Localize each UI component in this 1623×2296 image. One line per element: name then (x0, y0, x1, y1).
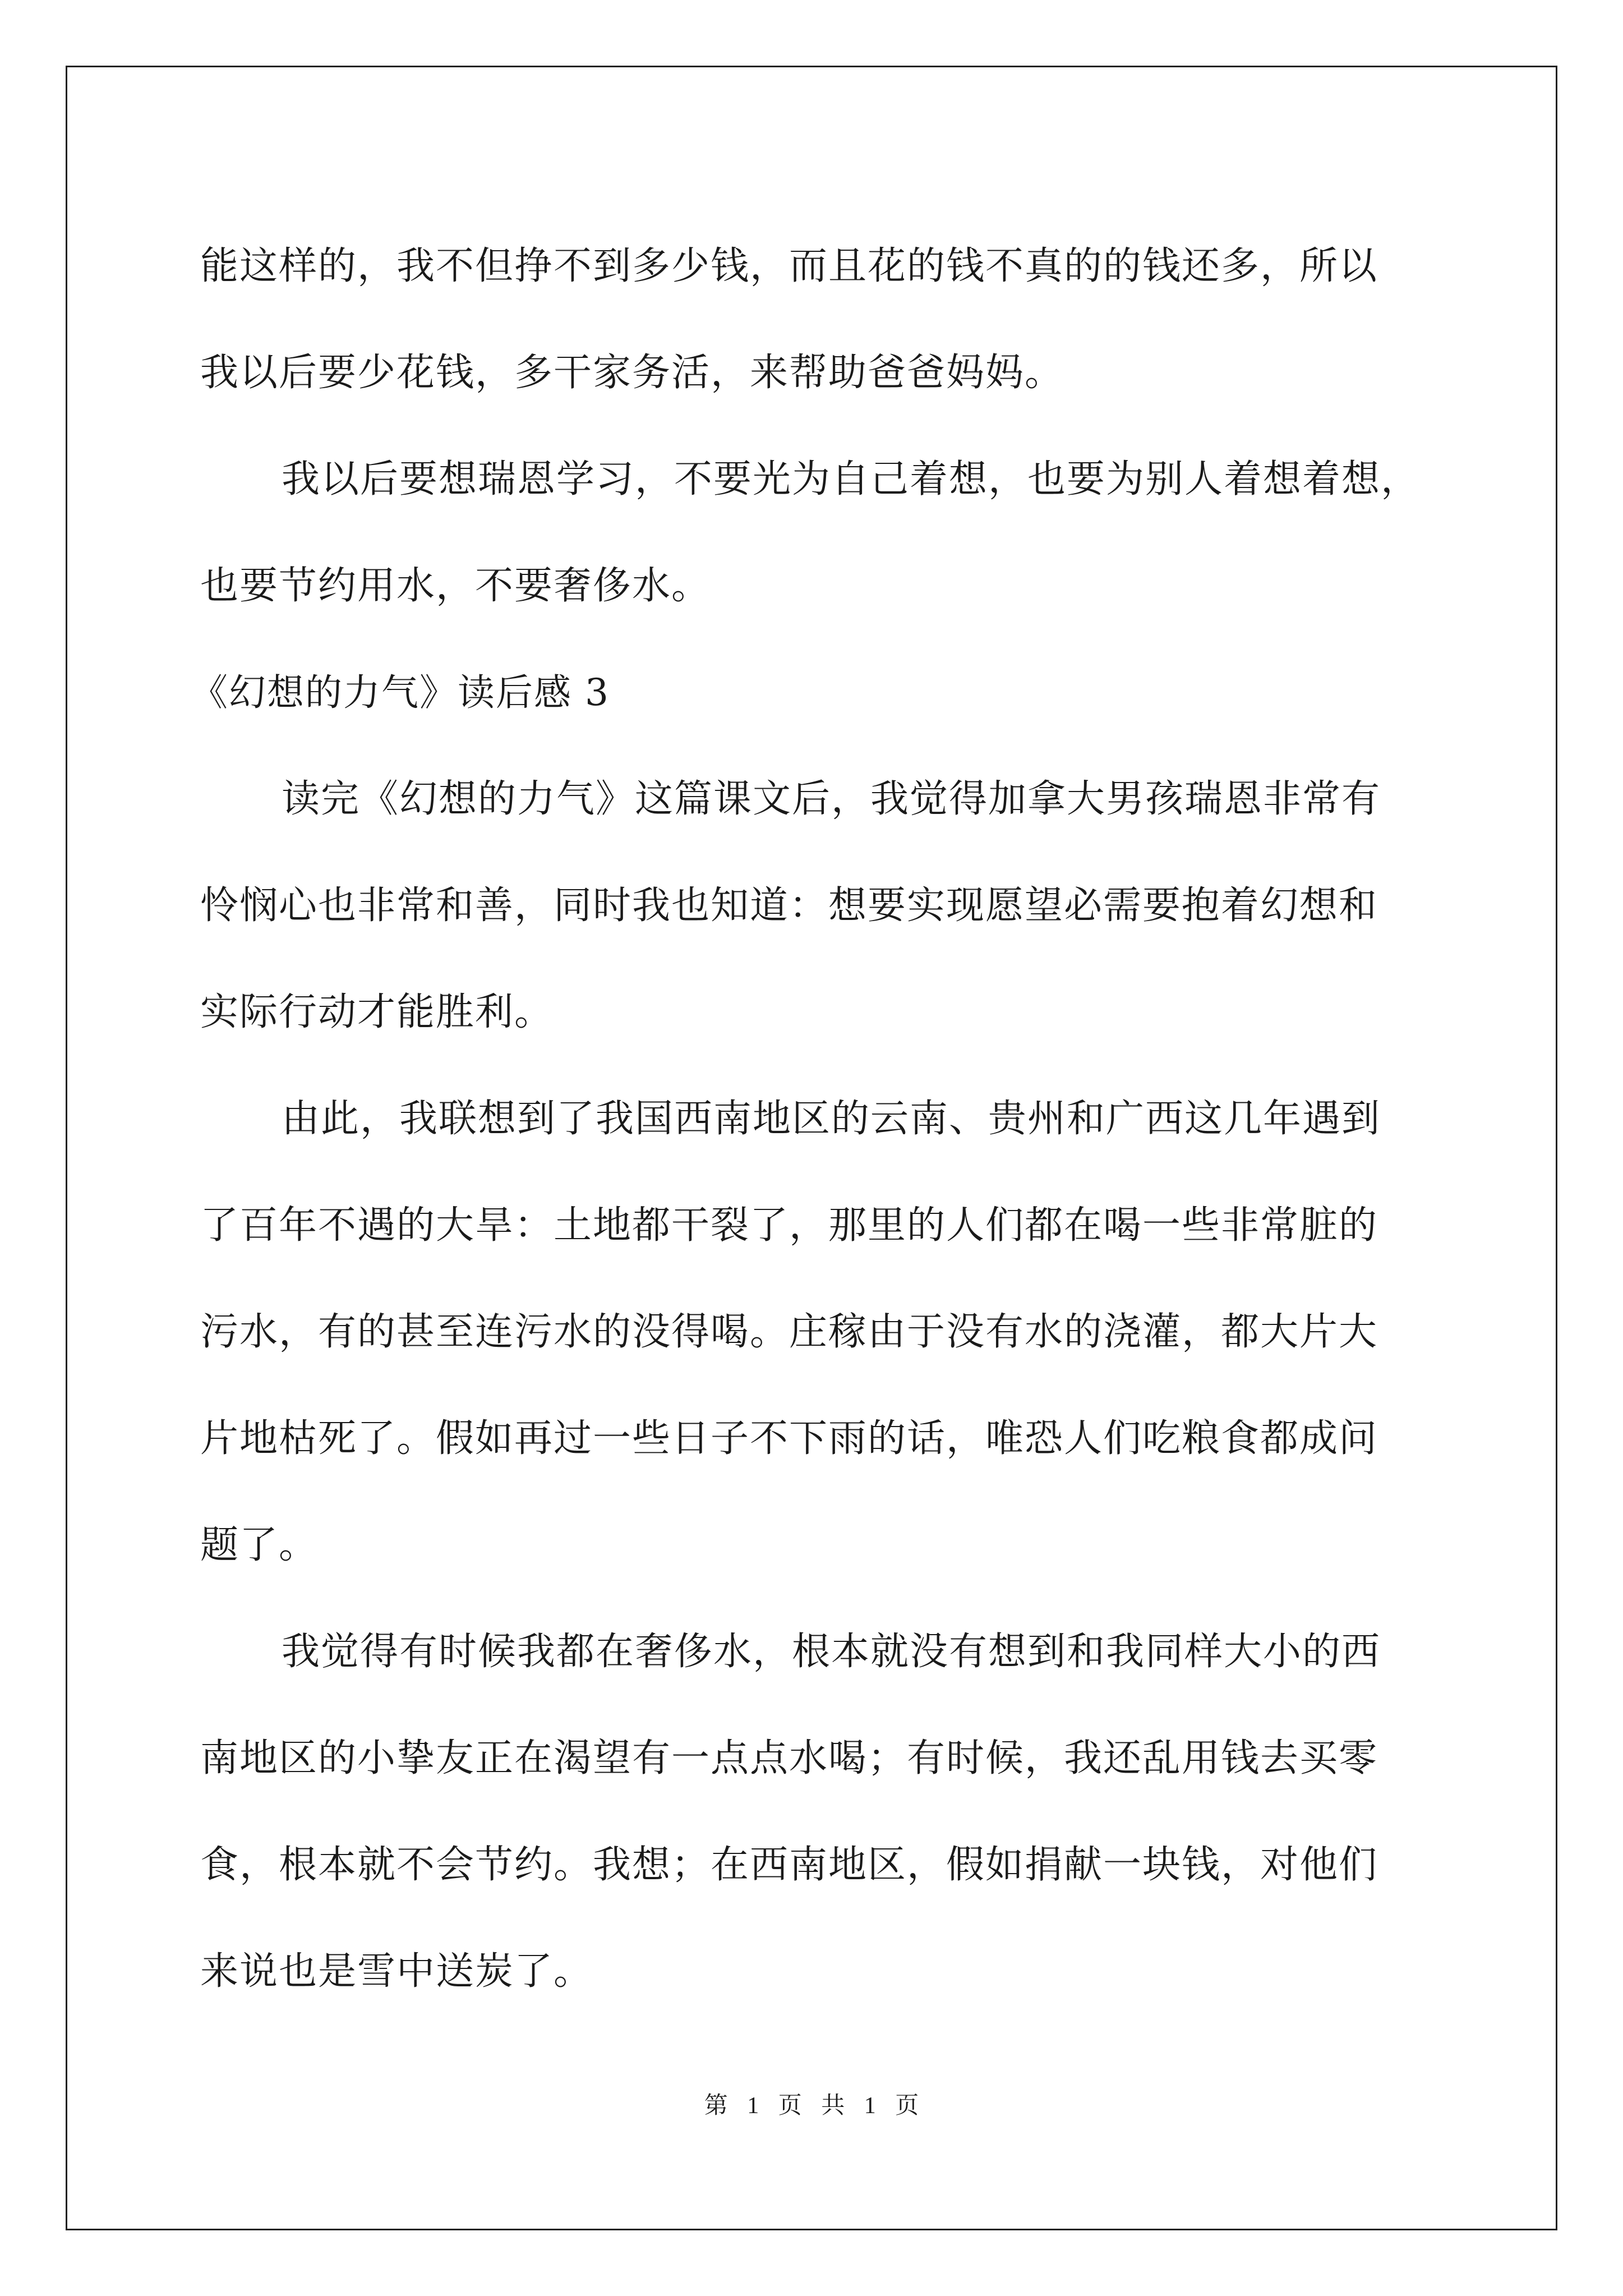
body-line: 也要节约用水，不要奢侈水。 (200, 564, 711, 608)
body-line: 了百年不遇的大旱：土地都干裂了，那里的人们都在喝一些非常脏的 (200, 1203, 1378, 1248)
page-footer (0, 2087, 1623, 2120)
body-line: 我觉得有时候我都在奢侈水，根本就没有想到和我同样大小的西 (282, 1630, 1381, 1674)
body-line: 题了。 (200, 1523, 319, 1567)
body-line: 能这样的，我不但挣不到多少钱，而且花的钱不真的的钱还多，所以 (200, 244, 1378, 288)
page-total: 共 1 页 (821, 2093, 919, 2119)
body-line: 南地区的小挚友正在渴望有一点点水喝；有时候，我还乱用钱去买零 (200, 1736, 1378, 1780)
document-body (191, 213, 1445, 2025)
body-line: 怜悯心也非常和善，同时我也知道：想要实现愿望必需要抱着幻想和 (200, 884, 1378, 928)
body-line: 我以后要少花钱，多干家务活，来帮助爸爸妈妈。 (200, 351, 1064, 395)
section-heading: 《幻想的力气》读后感 3 (191, 671, 610, 714)
page-number: 第 1 页 (704, 2093, 802, 2119)
body-line: 片地枯死了。假如再过一些日子不下雨的话，唯恐人们吃粮食都成问 (200, 1416, 1378, 1461)
body-line: 我以后要想瑞恩学习，不要光为自己着想，也要为别人着想着想， (282, 457, 1421, 501)
body-line: 来说也是雪中送炭了。 (200, 1949, 593, 1994)
body-line: 读完《幻想的力气》这篇课文后，我觉得加拿大男孩瑞恩非常有 (282, 777, 1381, 821)
body-line: 食，根本就不会节约。我想；在西南地区，假如捐献一块钱，对他们 (200, 1843, 1378, 1887)
body-line: 实际行动才能胜利。 (200, 990, 554, 1034)
body-line: 污水，有的甚至连污水的没得喝。庄稼由于没有水的浇灌，都大片大 (200, 1310, 1378, 1354)
body-line: 由此，我联想到了我国西南地区的云南、贵州和广西这几年遇到 (282, 1097, 1381, 1141)
